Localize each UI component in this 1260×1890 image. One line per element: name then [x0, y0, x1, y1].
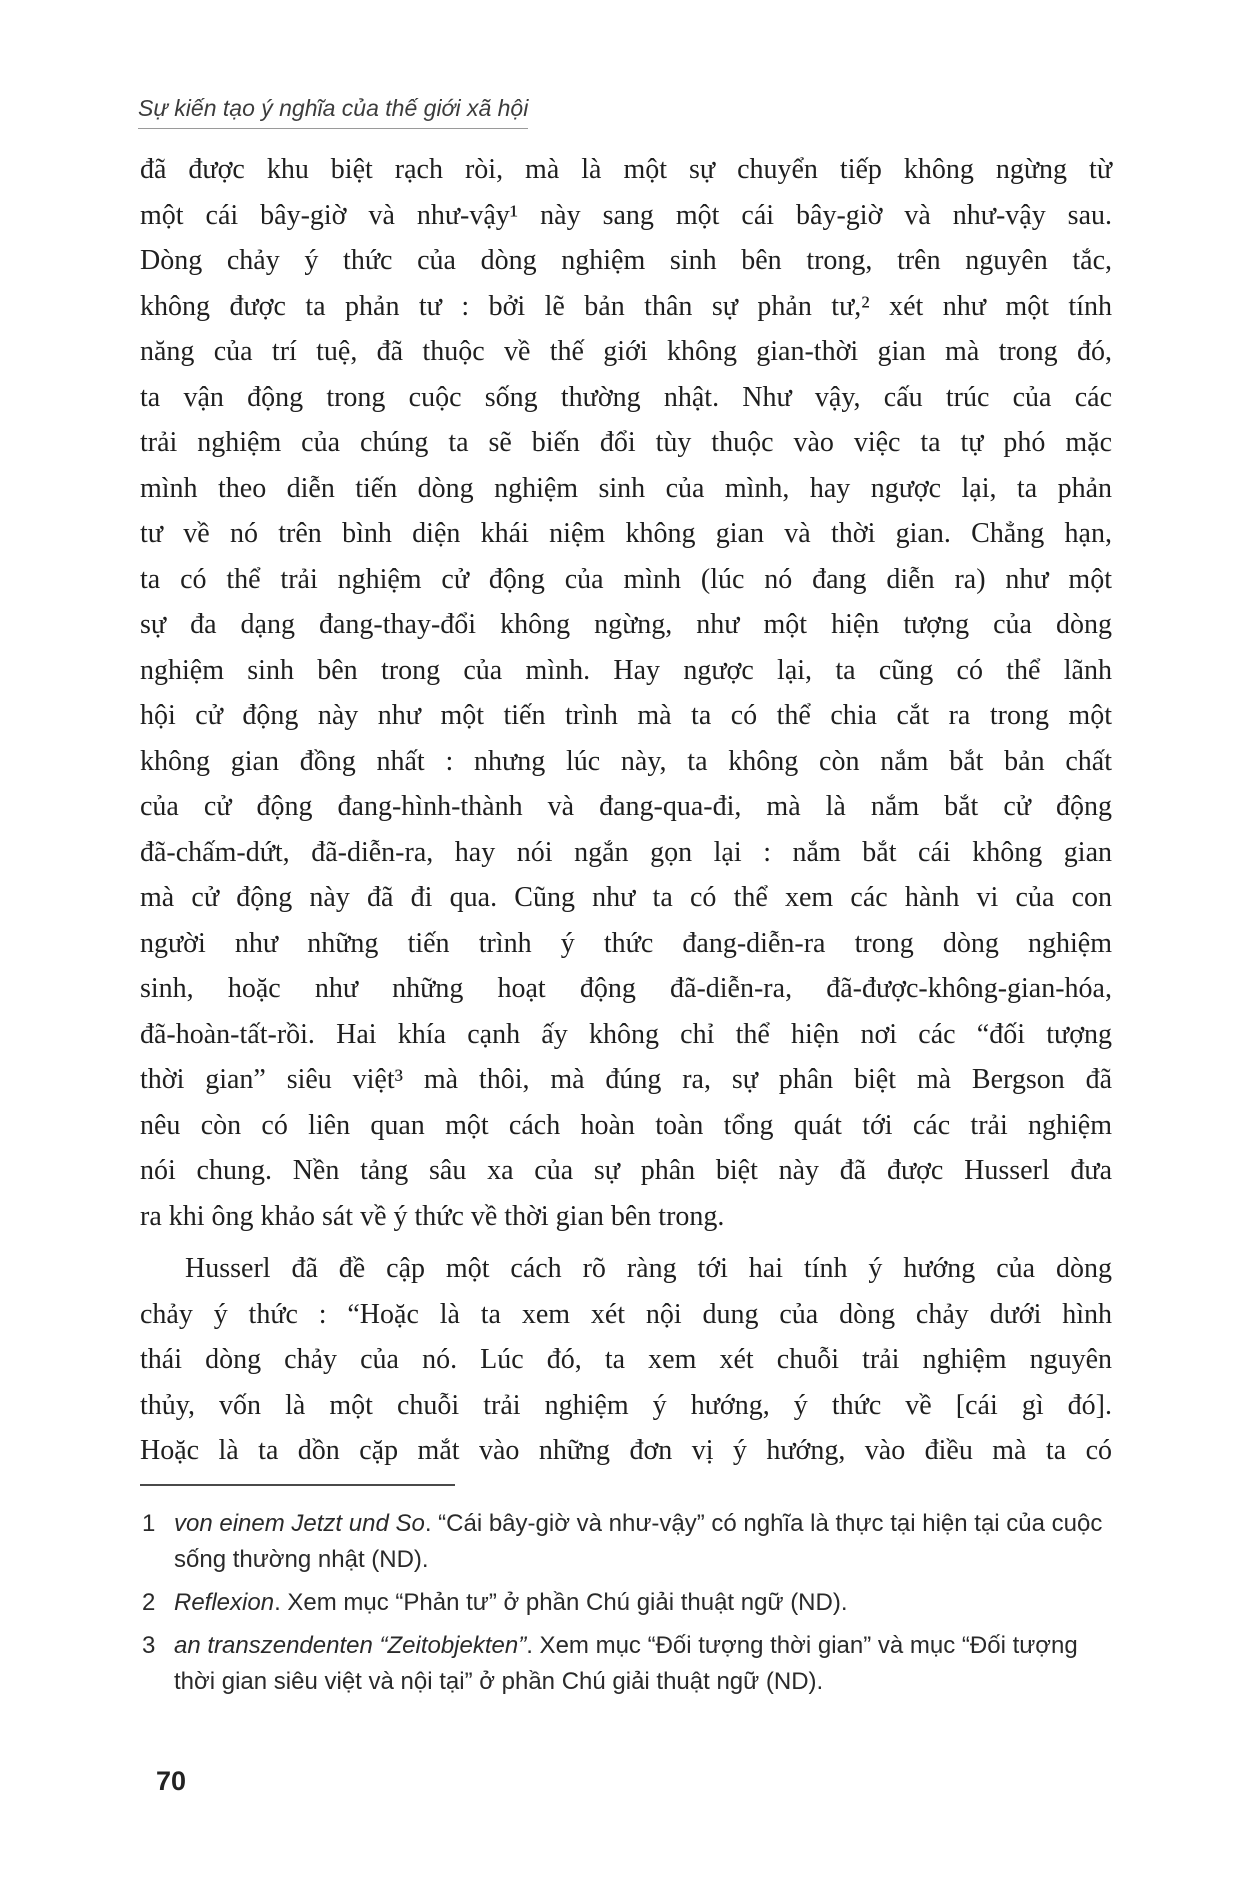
text-line: nghiệm sinh bên trong của mình. Hay ngược lại, ta cũng có thể lãnh — [140, 654, 1112, 686]
text-line: năng của trí tuệ, đã thuộc về thế giới không gian-thời gian mà trong đó, — [140, 336, 1112, 367]
paragraph — [140, 147, 1112, 1239]
footnote-text: Reflexion. Xem mục “Phản tư” ở phần Chú giải thuật ngữ (ND). — [174, 1589, 848, 1616]
running-head: Sự kiến tạo ý nghĩa của thế giới xã hội — [138, 95, 528, 129]
text-line: nói chung. Nền tảng sâu xa của sự phân biệt này đã được Husserl đưa — [140, 1155, 1112, 1186]
text-line: Husserl đã đề cập một cách rõ ràng tới hai tính ý hướng của dòng — [185, 1253, 1112, 1284]
text-line: sinh, hoặc như những hoạt động đã-diễn-ra, đã-được-không-gian-hóa, — [140, 973, 1112, 1004]
footnote — [140, 1628, 1112, 1700]
paragraph — [140, 1246, 1112, 1474]
text-line: không được ta phản tư : bởi lẽ bản thân sự phản tư,² xét như một tính — [140, 290, 1112, 322]
text-line: đã-hoàn-tất-rồi. Hai khía cạnh ấy không chỉ thể hiện nơi các “đối tượng — [140, 1018, 1112, 1050]
footnote-section — [140, 1484, 1112, 1707]
text-line: trải nghiệm của chúng ta sẽ biến đổi tùy thuộc vào việc ta tự phó mặc — [140, 427, 1112, 458]
footnote-separator — [140, 1484, 455, 1486]
text-line: ta vận động trong cuộc sống thường nhật. Như vậy, cấu trúc của các — [140, 381, 1112, 413]
text-line: thời gian” siêu việt³ mà thôi, mà đúng ra, sự phân biệt mà Bergson đã — [140, 1064, 1112, 1095]
text-line: thái dòng chảy của nó. Lúc đó, ta xem xét chuỗi trải nghiệm nguyên — [140, 1344, 1112, 1375]
footnote-text: an transzendenten “Zeitobjekten”. Xem mục “Đối tượng thời gian” và mục “Đối tượng thời gian siêu việt và nội tại” ở phần Chú giải thuật ngữ (ND). — [174, 1632, 1078, 1695]
text-line: người như những tiến trình ý thức đang-diễn-ra trong dòng nghiệm — [140, 927, 1112, 959]
footnote-number: 3 — [142, 1632, 156, 1659]
text-line: không gian đồng nhất : nhưng lúc này, ta không còn nắm bắt bản chất — [140, 745, 1112, 777]
body-text — [140, 147, 1112, 1474]
footnote — [140, 1506, 1112, 1578]
footnote-text: von einem Jetzt und So. “Cái bây-giờ và như-vậy” có nghĩa là thực tại hiện tại của cuộc sống thường nhật (ND). — [174, 1510, 1103, 1573]
text-line: Hoặc là ta dồn cặp mắt vào những đơn vị ý hướng, vào điều mà ta có — [140, 1435, 1112, 1466]
text-line: chảy ý thức : “Hoặc là ta xem xét nội dung của dòng chảy dưới hình — [140, 1298, 1112, 1330]
text-line: ra khi ông khảo sát về ý thức về thời gian bên trong. — [140, 1200, 725, 1232]
footnote-number: 2 — [142, 1589, 156, 1616]
text-line: Dòng chảy ý thức của dòng nghiệm sinh bên trong, trên nguyên tắc, — [140, 245, 1112, 276]
text-line: mình theo diễn tiến dòng nghiệm sinh của mình, hay ngược lại, ta phản — [140, 472, 1112, 504]
footnote — [140, 1585, 1112, 1621]
text-line: ta có thể trải nghiệm cử động của mình (lúc nó đang diễn ra) như một — [140, 563, 1112, 595]
text-line: của cử động đang-hình-thành và đang-qua-đi, mà là nắm bắt cử động — [140, 791, 1112, 822]
text-line: đã-chấm-dứt, đã-diễn-ra, hay nói ngắn gọn lại : nắm bắt cái không gian — [140, 836, 1112, 868]
footnote-list — [140, 1506, 1112, 1700]
text-line: tư về nó trên bình diện khái niệm không gian và thời gian. Chẳng hạn, — [140, 518, 1112, 549]
text-line: hội cử động này như một tiến trình mà ta có thể chia cắt ra trong một — [140, 700, 1112, 731]
text-line: sự đa dạng đang-thay-đổi không ngừng, như một hiện tượng của dòng — [140, 609, 1112, 640]
footnote-number: 1 — [142, 1510, 156, 1537]
page-number: 70 — [156, 1766, 187, 1796]
text-line: thủy, vốn là một chuỗi trải nghiệm ý hướng, ý thức về [cái gì đó]. — [140, 1389, 1112, 1421]
text-line: đã được khu biệt rạch ròi, mà là một sự chuyển tiếp không ngừng từ — [140, 154, 1112, 185]
text-line: nêu còn có liên quan một cách hoàn toàn tổng quát tới các trải nghiệm — [140, 1109, 1112, 1141]
text-line: mà cử động này đã đi qua. Cũng như ta có thể xem các hành vi của con — [140, 882, 1112, 913]
text-line: một cái bây-giờ và như-vậy¹ này sang một cái bây-giờ và như-vậy sau. — [140, 199, 1112, 231]
